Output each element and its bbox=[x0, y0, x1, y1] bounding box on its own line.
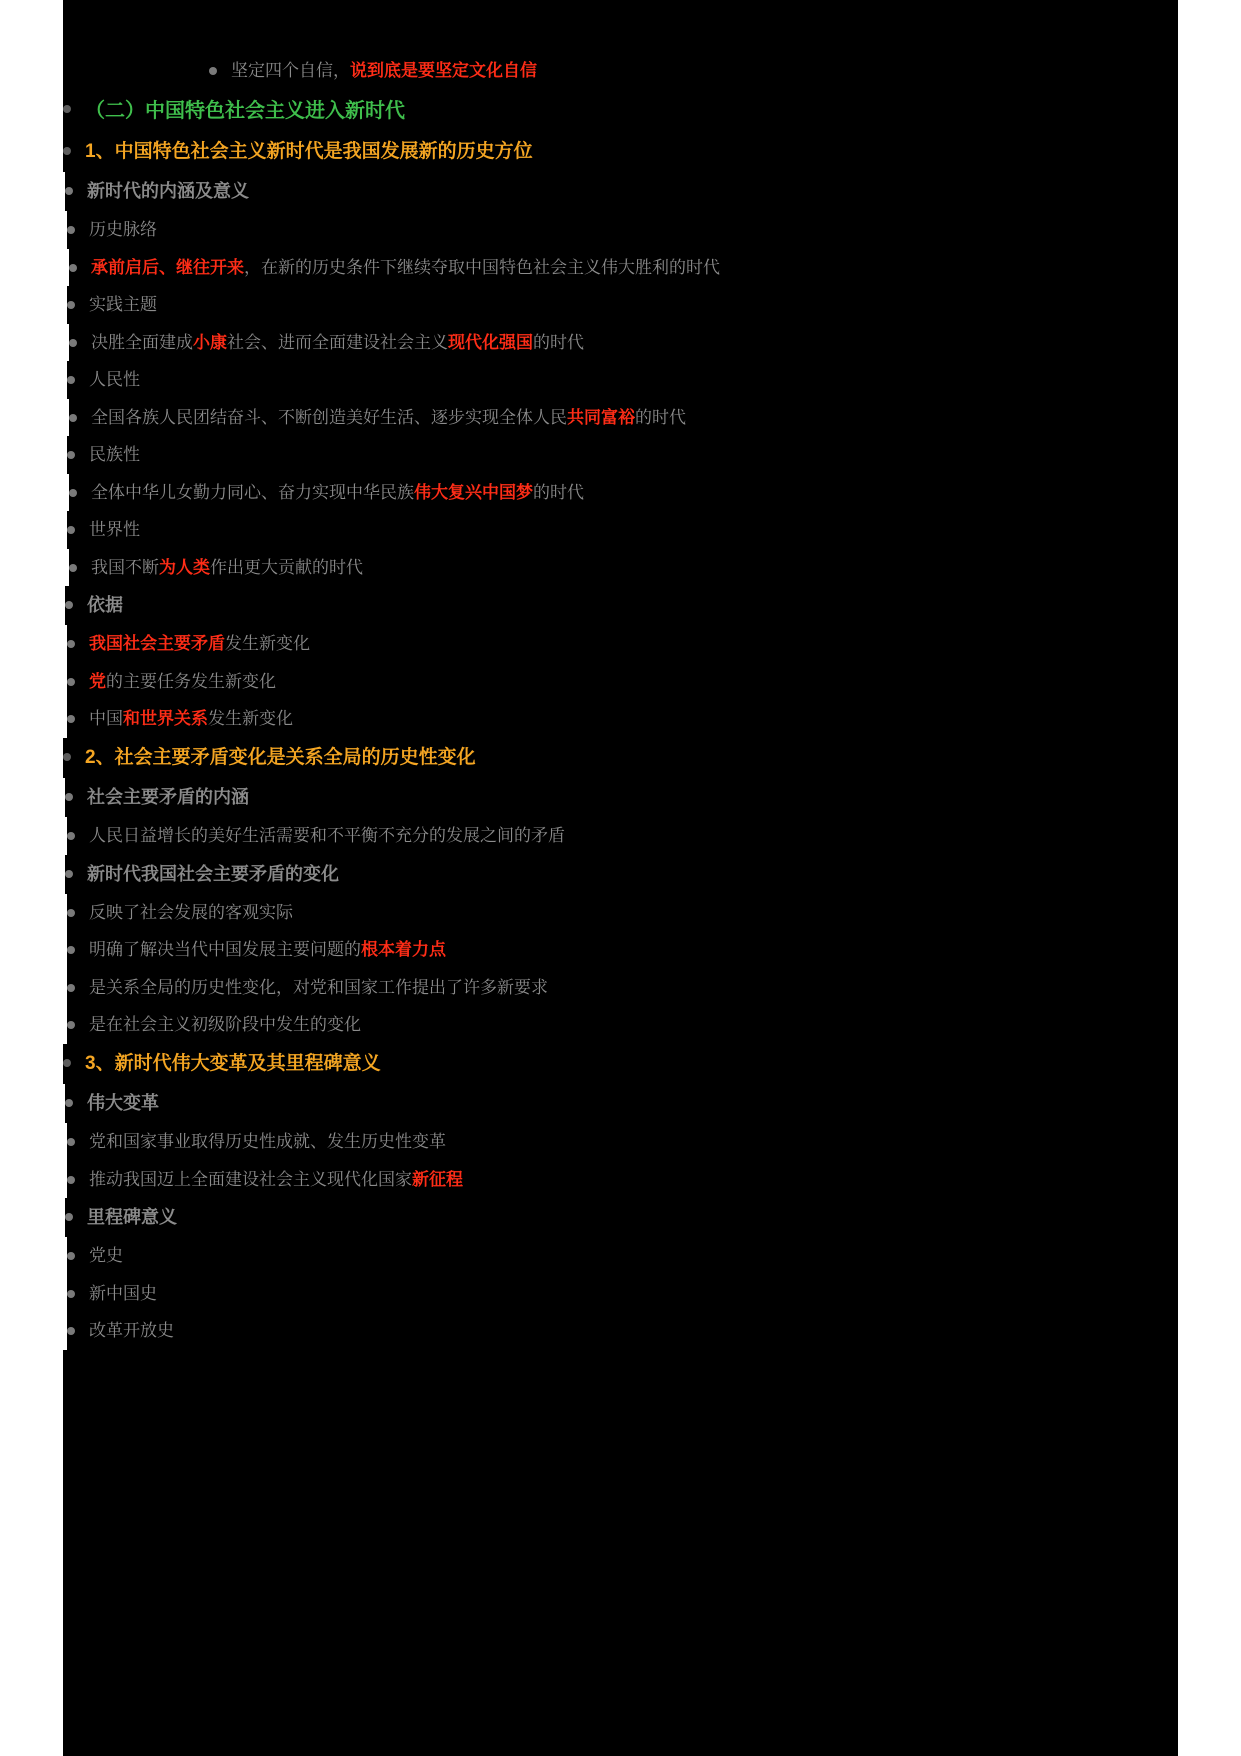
outline-row[interactable] bbox=[67, 436, 1178, 474]
node-text-highlight: 共同富裕 bbox=[567, 407, 635, 427]
bullet-icon bbox=[69, 489, 77, 497]
list-item bbox=[67, 894, 1178, 932]
node-text: 新时代的内涵及意义 bbox=[87, 181, 249, 201]
bullet-icon bbox=[69, 264, 77, 272]
bullet-icon bbox=[63, 1059, 71, 1067]
bullet-icon bbox=[67, 984, 75, 992]
node-text: 历史脉络 bbox=[89, 220, 157, 239]
node-text: 世界性 bbox=[89, 520, 140, 539]
node-text: 2、社会主要矛盾变化是关系全局的历史性变化 bbox=[85, 746, 476, 768]
bullet-icon bbox=[67, 1021, 75, 1029]
list-item bbox=[67, 1312, 1178, 1350]
outline-row[interactable] bbox=[67, 511, 1178, 549]
outline-level-4 bbox=[67, 549, 1178, 587]
bullet-icon bbox=[65, 793, 73, 801]
list-item bbox=[65, 855, 1178, 1044]
node-text-post: 发生新变化 bbox=[208, 709, 293, 728]
node-text: 党和国家事业取得历史性成就、发生历史性变革 bbox=[89, 1132, 446, 1151]
node-text-pre: 我国不断 bbox=[91, 557, 159, 577]
node-text bbox=[89, 631, 1178, 657]
node-text-pre: 全体中华儿女勤力同心、奋力实现中华民族 bbox=[91, 482, 414, 502]
outline-row[interactable] bbox=[67, 625, 1178, 663]
node-text: 依据 bbox=[87, 595, 123, 615]
bullet-icon bbox=[65, 1099, 73, 1107]
node-text: 实践主题 bbox=[89, 295, 157, 314]
node-text: （二）中国特色社会主义进入新时代 bbox=[85, 99, 405, 122]
bullet-icon bbox=[67, 1252, 75, 1260]
node-text-highlight: 我国社会主要矛盾 bbox=[89, 634, 225, 653]
node-text-highlight: 根本着力点 bbox=[361, 940, 446, 959]
node-text-pre: 坚定四个自信， bbox=[231, 61, 350, 80]
node-text bbox=[91, 255, 1178, 281]
node-text: 新时代我国社会主要矛盾的变化 bbox=[87, 863, 339, 884]
list-item bbox=[67, 931, 1178, 969]
node-text bbox=[89, 937, 1178, 963]
outline-sheet bbox=[63, 58, 1178, 1350]
list-item bbox=[67, 286, 1178, 361]
node-text bbox=[91, 405, 1178, 431]
bullet-icon bbox=[65, 187, 73, 195]
outline-row[interactable] bbox=[67, 700, 1178, 738]
list-item bbox=[63, 738, 1178, 1044]
node-text bbox=[89, 706, 1178, 732]
outline-row[interactable] bbox=[209, 58, 1178, 90]
node-text-highlight: 承前启后、继往开来 bbox=[91, 257, 244, 277]
outline-row-section[interactable] bbox=[63, 90, 1178, 132]
bullet-icon bbox=[67, 715, 75, 723]
bullet-icon bbox=[67, 640, 75, 648]
list-item bbox=[67, 1006, 1178, 1044]
node-text-seg2: 社会、进而全面建设社会主义 bbox=[227, 332, 448, 352]
list-item bbox=[67, 1123, 1178, 1161]
outline-level-3 bbox=[65, 1237, 1178, 1350]
bullet-icon bbox=[67, 1290, 75, 1298]
node-text-highlight: 党 bbox=[89, 671, 106, 691]
node-text: 改革开放史 bbox=[89, 1321, 174, 1340]
list-item bbox=[63, 1044, 1178, 1350]
outline-row[interactable] bbox=[67, 817, 1178, 855]
outline-row[interactable] bbox=[65, 1084, 1178, 1123]
outline-level-3 bbox=[65, 211, 1178, 586]
outline-row[interactable] bbox=[67, 1123, 1178, 1161]
node-text: 是在社会主义初级阶段中发生的变化 bbox=[89, 1015, 361, 1034]
node-text-highlight: 新征程 bbox=[412, 1169, 463, 1189]
outline-row[interactable] bbox=[67, 1161, 1178, 1199]
list-item bbox=[63, 132, 1178, 738]
node-text-seg3: 的时代 bbox=[533, 332, 584, 352]
list-item bbox=[67, 1161, 1178, 1199]
outline-row[interactable] bbox=[67, 894, 1178, 932]
outline-row[interactable] bbox=[69, 474, 1178, 512]
outline-row[interactable] bbox=[67, 1006, 1178, 1044]
outline-row[interactable] bbox=[63, 738, 1178, 779]
outline-level-3 bbox=[65, 894, 1178, 1044]
bullet-icon bbox=[63, 147, 71, 155]
node-text: 人民日益增长的美好生活需要和不平衡不充分的发展之间的矛盾 bbox=[89, 826, 565, 845]
bullet-icon bbox=[67, 376, 75, 384]
list-item bbox=[67, 663, 1178, 701]
node-text bbox=[91, 555, 1178, 581]
outline-row[interactable] bbox=[65, 778, 1178, 817]
bullet-icon bbox=[65, 870, 73, 878]
outline-row[interactable] bbox=[69, 324, 1178, 362]
bullet-icon bbox=[65, 601, 73, 609]
node-text-highlight: 为人类 bbox=[159, 557, 210, 577]
outline-level-3 bbox=[65, 817, 1178, 855]
outline-row[interactable] bbox=[67, 286, 1178, 324]
node-text: 3、新时代伟大变革及其里程碑意义 bbox=[85, 1052, 381, 1074]
bullet-icon bbox=[67, 946, 75, 954]
list-item bbox=[65, 1198, 1178, 1350]
bullet-icon bbox=[209, 67, 217, 75]
outline-level-2 bbox=[63, 172, 1178, 738]
outline-row[interactable] bbox=[65, 172, 1178, 211]
node-text-post: 发生新变化 bbox=[225, 634, 310, 653]
outline-row[interactable] bbox=[67, 663, 1178, 701]
list-item bbox=[65, 1084, 1178, 1198]
node-text-highlight: 伟大复兴中国梦 bbox=[414, 482, 533, 502]
list-item bbox=[65, 778, 1178, 855]
bullet-icon bbox=[67, 1176, 75, 1184]
outline-row[interactable] bbox=[67, 211, 1178, 249]
node-text bbox=[91, 330, 1178, 356]
node-text-pre: 全国各族人民团结奋斗、不断创造美好生活、逐步实现全体人民 bbox=[91, 407, 567, 427]
outline-row[interactable] bbox=[69, 249, 1178, 287]
outline-row[interactable] bbox=[63, 1044, 1178, 1085]
node-text: 反映了社会发展的客观实际 bbox=[89, 902, 293, 922]
outline-row[interactable] bbox=[65, 586, 1178, 625]
list-item bbox=[69, 549, 1178, 587]
node-text-pre: 中国 bbox=[89, 709, 123, 728]
node-text-pre: 推动我国迈上全面建设社会主义现代化国家 bbox=[89, 1169, 412, 1189]
node-text-post: 的主要任务发生新变化 bbox=[106, 671, 276, 691]
bullet-icon bbox=[67, 526, 75, 534]
node-text-seg1: 决胜全面建成 bbox=[91, 332, 193, 352]
outline-row[interactable] bbox=[67, 931, 1178, 969]
node-text-pre: 明确了解决当代中国发展主要问题的 bbox=[89, 940, 361, 959]
outline-row[interactable] bbox=[67, 1312, 1178, 1350]
node-text-highlight-1: 小康 bbox=[193, 332, 227, 352]
node-text: 是关系全局的历史性变化，对党和国家工作提出了许多新要求 bbox=[89, 977, 548, 997]
outline-row[interactable] bbox=[67, 1237, 1178, 1275]
node-text: 1、中国特色社会主义新时代是我国发展新的历史方位 bbox=[85, 140, 533, 162]
node-text: 人民性 bbox=[89, 370, 140, 389]
bullet-icon bbox=[67, 1138, 75, 1146]
bullet-icon bbox=[67, 301, 75, 309]
list-item bbox=[67, 625, 1178, 663]
list-item bbox=[69, 324, 1178, 362]
bullet-icon bbox=[67, 909, 75, 917]
outline-level-3 bbox=[65, 625, 1178, 738]
list-item bbox=[65, 586, 1178, 738]
list-item-section bbox=[63, 90, 1178, 1350]
bullet-icon bbox=[67, 1327, 75, 1335]
list-item bbox=[67, 511, 1178, 586]
outline-root bbox=[63, 58, 1178, 1350]
bullet-icon bbox=[67, 832, 75, 840]
outline-row[interactable] bbox=[69, 549, 1178, 587]
list-item bbox=[63, 58, 1178, 90]
bullet-icon bbox=[67, 451, 75, 459]
list-item bbox=[67, 969, 1178, 1007]
outline-level-4 bbox=[67, 324, 1178, 362]
list-item bbox=[65, 172, 1178, 586]
node-text bbox=[231, 58, 1178, 84]
outline-level-2 bbox=[63, 1084, 1178, 1350]
node-text-highlight: 和世界关系 bbox=[123, 709, 208, 728]
outline-level-2 bbox=[63, 778, 1178, 1044]
bullet-icon bbox=[65, 1213, 73, 1221]
bullet-icon bbox=[67, 678, 75, 686]
list-item bbox=[67, 1275, 1178, 1313]
outline-row[interactable] bbox=[67, 361, 1178, 399]
node-text bbox=[91, 480, 1178, 506]
outline-row[interactable] bbox=[65, 855, 1178, 894]
outline-level-4 bbox=[67, 474, 1178, 512]
bullet-icon bbox=[69, 339, 77, 347]
list-item bbox=[69, 399, 1178, 437]
node-text bbox=[89, 1167, 1178, 1193]
outline-row[interactable] bbox=[65, 1198, 1178, 1237]
outline-level-3 bbox=[65, 1123, 1178, 1198]
node-text-post: ，在新的历史条件下继续夺取中国特色社会主义伟大胜利的时代 bbox=[244, 257, 720, 277]
list-item bbox=[69, 474, 1178, 512]
node-text: 社会主要矛盾的内涵 bbox=[87, 787, 249, 807]
node-text-post: 的时代 bbox=[635, 407, 686, 427]
list-item bbox=[67, 1237, 1178, 1275]
outline-level-1 bbox=[63, 132, 1178, 1350]
top-partial-row bbox=[63, 58, 1178, 90]
bullet-icon bbox=[63, 753, 71, 761]
node-text-highlight: 说到底是要坚定文化自信 bbox=[350, 61, 537, 80]
node-text: 党史 bbox=[89, 1246, 123, 1265]
node-text-post: 的时代 bbox=[533, 482, 584, 502]
bullet-icon bbox=[63, 105, 71, 113]
list-item bbox=[67, 436, 1178, 511]
outline-row[interactable] bbox=[63, 132, 1178, 173]
outline-row[interactable] bbox=[67, 1275, 1178, 1313]
node-text-post: 作出更大贡献的时代 bbox=[210, 557, 363, 577]
bullet-icon bbox=[67, 226, 75, 234]
list-item bbox=[69, 249, 1178, 287]
bullet-icon bbox=[69, 564, 77, 572]
outline-level-4 bbox=[67, 399, 1178, 437]
list-item bbox=[67, 817, 1178, 855]
bullet-icon bbox=[69, 414, 77, 422]
node-text: 民族性 bbox=[89, 445, 140, 464]
node-text: 新中国史 bbox=[89, 1283, 157, 1303]
outline-level-4 bbox=[67, 249, 1178, 287]
outline-row[interactable] bbox=[69, 399, 1178, 437]
node-text-highlight-2: 现代化强国 bbox=[448, 332, 533, 352]
outline-row[interactable] bbox=[67, 969, 1178, 1007]
list-item bbox=[67, 211, 1178, 286]
node-text: 伟大变革 bbox=[87, 1093, 159, 1113]
node-text bbox=[89, 669, 1178, 695]
node-text: 里程碑意义 bbox=[87, 1207, 177, 1227]
list-item bbox=[67, 361, 1178, 436]
list-item bbox=[67, 700, 1178, 738]
